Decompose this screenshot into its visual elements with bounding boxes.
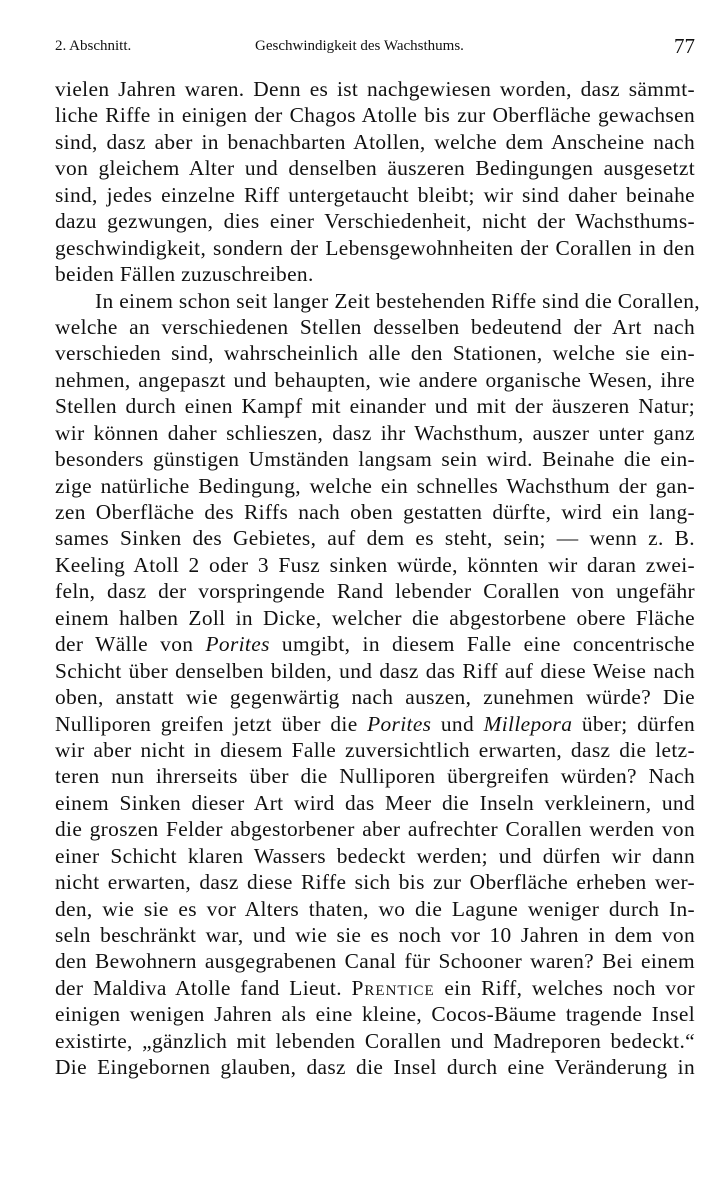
text-segment: besonders günstigen Umständen langsam sein wird. Beinahe die ein- (55, 447, 695, 472)
text-line (55, 763, 695, 789)
text-line (55, 182, 695, 208)
text-line (55, 1028, 695, 1054)
text-segment: beiden Fällen zuzuschreiben. (55, 262, 314, 287)
text-segment: einigen wenigen Jahren als eine kleine, Cocos-Bäume tragende Insel (55, 1002, 695, 1027)
text-segment: dazu gezwungen, dies einer Verschiedenheit, nicht der Wachsthums- (55, 209, 695, 234)
text-line (55, 605, 695, 631)
text-segment: und (431, 711, 484, 736)
text-segment: sind, jedes einzelne Riff untergetaucht bleibt; wir sind daher beinahe (55, 182, 695, 207)
text-line (55, 896, 695, 922)
text-line (55, 684, 695, 710)
text-segment: den, wie sie es vor Alters thaten, wo die Lagune weniger durch In- (55, 896, 695, 921)
text-segment: nicht erwarten, dasz diese Riffe sich bis zur Oberfläche erheben wer- (55, 870, 695, 895)
text-segment: über; dürfen (572, 711, 696, 736)
text-segment: einer Schicht klaren Wassers bedeckt werden; und dürfen wir dann (55, 843, 695, 868)
text-line (55, 790, 695, 816)
text-line (55, 948, 695, 974)
text-line (55, 737, 695, 763)
text-line (55, 922, 695, 948)
page-number: 77 (674, 34, 695, 58)
text-line (55, 578, 695, 604)
text-line (55, 1054, 695, 1080)
text-segment: den Bewohnern ausgegrabenen Canal für Schooner waren? Bei einem (55, 949, 695, 974)
text-line (55, 235, 695, 261)
text-line (55, 1001, 695, 1027)
italic-term: Porites (205, 632, 270, 657)
running-head (55, 34, 695, 58)
text-segment: oben, anstatt wie gegenwärtig nach auszen, zunehmen würde? Die (55, 685, 695, 710)
text-line (55, 975, 695, 1001)
italic-term: Porites (367, 711, 432, 736)
text-segment: sind, dasz aber in benachbarten Atollen, welche dem Anscheine nach (55, 129, 695, 154)
text-segment: Stellen durch einen Kampf mit einander und mit der äuszeren Natur; (55, 394, 695, 419)
text-line (55, 631, 695, 657)
text-line (55, 446, 695, 472)
text-segment: nehmen, angepaszt und behaupten, wie andere organische Wesen, ihre (55, 367, 695, 392)
text-line (55, 208, 695, 234)
small-caps-name: Prentice (351, 975, 435, 1000)
text-segment: wir aber nicht in diesem Falle zuversichtlich erwarten, dasz die letz- (55, 737, 695, 762)
text-segment: Nulliporen greifen jetzt über die (55, 711, 368, 736)
text-line (55, 288, 700, 314)
text-line (55, 816, 695, 842)
text-line (55, 843, 695, 869)
text-line (55, 367, 695, 393)
text-line (55, 129, 695, 155)
text-segment: wir können daher schlieszen, dasz ihr Wachsthum, auszer unter ganz (55, 420, 695, 445)
text-line (55, 76, 695, 102)
text-line (55, 711, 695, 737)
text-segment: von gleichem Alter und denselben äuszeren Bedingungen ausgesetzt (55, 156, 695, 181)
text-segment: sames Sinken des Gebietes, auf dem es steht, sein; — wenn z. B. (55, 526, 695, 551)
text-segment: Keeling Atoll 2 oder 3 Fusz sinken würde, könnten wir daran zwei- (55, 552, 695, 577)
text-line (55, 420, 695, 446)
text-segment: umgibt, in diesem Falle eine concentrische (269, 632, 695, 657)
text-line (55, 102, 695, 128)
italic-term: Millepora (483, 711, 573, 736)
text-line (55, 552, 695, 578)
text-segment: geschwindigkeit, sondern der Lebensgewohnheiten der Corallen in den (55, 235, 695, 260)
body-text (55, 76, 700, 1081)
text-segment: In einem schon seit langer Zeit bestehenden Riffe sind die Corallen, (95, 288, 700, 313)
text-line (55, 393, 695, 419)
text-line (55, 658, 695, 684)
text-segment: vielen Jahren waren. Denn es ist nachgewiesen worden, dasz sämmt- (55, 77, 695, 101)
text-segment: verschieden sind, wahrscheinlich alle den Stationen, welche sie ein- (55, 341, 695, 366)
running-title: Geschwindigkeit des Wachsthums. (255, 38, 464, 54)
text-segment: seln beschränkt war, und wie sie es noch vor 10 Jahren in dem von (55, 923, 695, 947)
text-segment: einem Sinken dieser Art wird das Meer die Inseln verkleinern, und (55, 790, 695, 815)
text-segment: zen Oberfläche des Riffs nach oben gestatten dürfte, wird ein lang- (55, 500, 695, 524)
text-line (55, 314, 695, 340)
text-line (55, 499, 695, 525)
text-line (55, 340, 695, 366)
text-line (55, 155, 695, 181)
text-segment: zige natürliche Bedingung, welche ein schnelles Wachsthum der gan- (55, 473, 695, 498)
text-segment: Die Eingebornen glauben, dasz die Insel durch eine Veränderung in (55, 1055, 695, 1080)
text-segment: der Wälle von (55, 632, 206, 657)
text-line (55, 869, 695, 895)
text-segment: der Maldiva Atolle fand Lieut. (55, 975, 352, 1000)
section-label: 2. Abschnitt. (55, 38, 132, 54)
text-segment: liche Riffe in einigen der Chagos Atolle bis zur Oberfläche gewachsen (55, 103, 695, 128)
text-segment: existirte, „gänzlich mit lebenden Corallen und Madreporen bedeckt.“ (55, 1028, 695, 1053)
text-segment: einem halben Zoll in Dicke, welcher die abgestorbene obere Fläche (55, 605, 695, 630)
text-segment: die groszen Felder abgestorbener aber aufrechter Corallen werden von (55, 817, 695, 842)
text-line (55, 261, 695, 287)
text-segment: Schicht über denselben bilden, und dasz das Riff auf diese Weise nach (55, 658, 695, 683)
text-segment: teren nun ihrerseits über die Nulliporen übergreifen würden? Nach (55, 764, 695, 789)
text-line (55, 525, 695, 551)
text-line (55, 473, 695, 499)
text-segment: ein Riff, welches noch vor (434, 975, 695, 1000)
text-segment: welche an verschiedenen Stellen desselben bedeutend der Art nach (55, 314, 695, 339)
text-segment: feln, dasz der vorspringende Rand lebender Corallen von ungefähr (55, 579, 695, 604)
